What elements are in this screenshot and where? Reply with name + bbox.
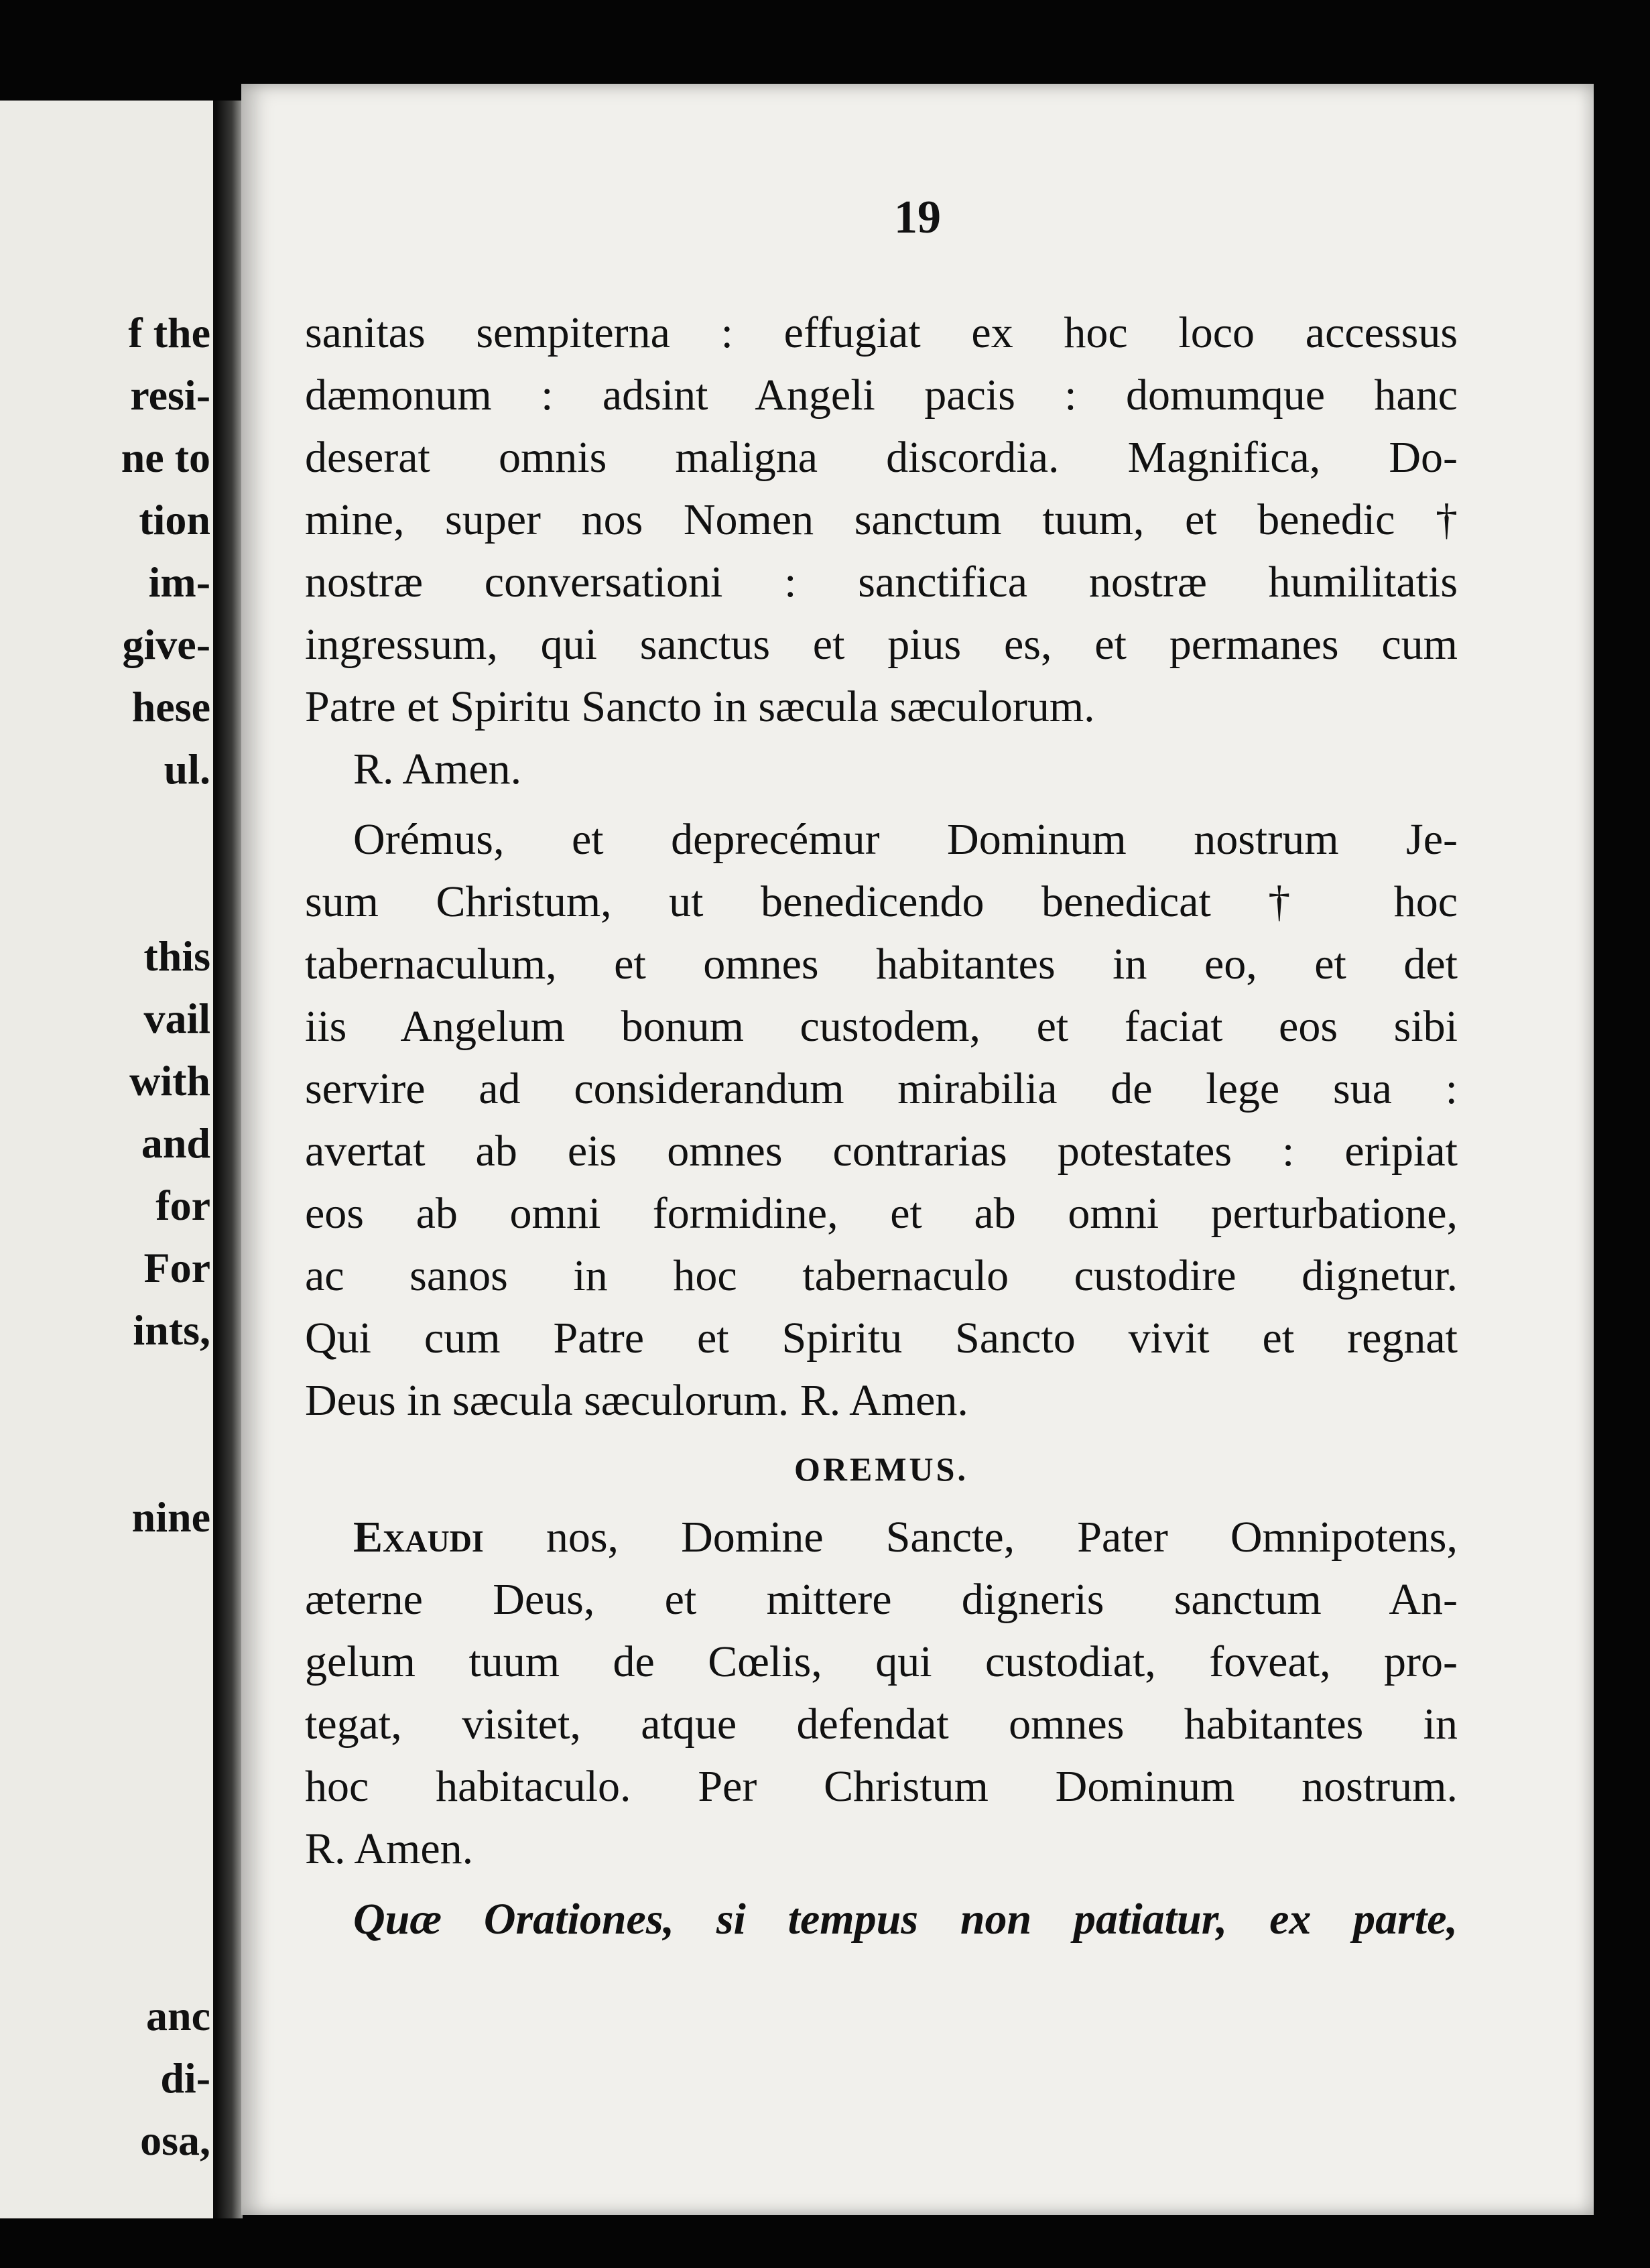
left-page-line: f the [128, 309, 210, 357]
body-text [305, 302, 1458, 1950]
left-page-line: and [141, 1119, 210, 1167]
page-number: 19 [894, 192, 941, 243]
text-line: iis Angelum bonum custodem, et faciat eos sibi [305, 1002, 1458, 1051]
left-page-line: give- [122, 621, 210, 668]
left-page-line [0, 800, 210, 863]
first-line-rest: nos, Domine Sancte, Pater Omnipotens, [483, 1513, 1458, 1562]
left-page-line: di- [160, 2054, 210, 2102]
text-line: mine, super nos Nomen sanctum tuum, et benedic † [305, 495, 1458, 544]
paragraph-1 [305, 302, 1458, 738]
left-page-line [0, 1673, 210, 1735]
left-page-line [0, 1361, 210, 1424]
text-line [305, 1506, 1458, 1568]
text-line: servire ad considerandum mirabilia de lege sua : [305, 1064, 1458, 1113]
book-gutter [216, 101, 243, 2218]
text-line: hoc habitaculo. Per Christum Dominum nostrum. [305, 1762, 1458, 1811]
right-page [241, 84, 1594, 2215]
left-page-line: im- [148, 558, 210, 606]
text-line: Orémus, et deprecémur Dominum nostrum Je- [353, 815, 1458, 864]
rubric-line: Quæ Orationes, si tempus non patiatur, ex parte, [353, 1895, 1458, 1944]
paragraph-3 [305, 1506, 1458, 1818]
left-page-line: for [155, 1182, 210, 1229]
left-page-line: nine [131, 1493, 210, 1541]
text-line: æterne Deus, et mittere digneris sanctum An- [305, 1575, 1458, 1624]
left-page-line [0, 863, 210, 925]
initial-word: Exaudi [353, 1513, 484, 1562]
text-line: gelum tuum de Cœlis, qui custodiat, foveat, pro- [305, 1637, 1458, 1686]
text-line: ingressum, qui sanctus et pius es, et permanes cum [305, 620, 1458, 669]
left-page-line [0, 1735, 210, 1798]
left-page-line: anc [146, 1992, 210, 2039]
left-page-line [0, 1424, 210, 1486]
text-line: avertat ab eis omnes contrarias potestates : eripiat [305, 1127, 1458, 1176]
left-page-line: ints, [133, 1306, 210, 1354]
left-page-line [0, 1798, 210, 1860]
text-line: tabernaculum, et omnes habitantes in eo, et det [305, 940, 1458, 989]
text-line: Patre et Spiritu Sancto in sæcula sæculorum. [305, 682, 1095, 731]
left-page-line [0, 1922, 210, 1984]
text-line: sanitas sempiterna : effugiat ex hoc loco accessus [305, 308, 1458, 357]
text-line: deserat omnis maligna discordia. Magnifica, Do- [305, 433, 1458, 482]
text-line: nostræ conversationi : sanctifica nostræ humilitatis [305, 558, 1458, 607]
left-page-edge [0, 101, 218, 2218]
left-page-line [0, 1860, 210, 1922]
left-page-line: osa, [140, 2117, 210, 2164]
left-page-line: with [129, 1057, 210, 1105]
text-line: Deus in sæcula sæculorum. R. Amen. [305, 1376, 968, 1425]
left-page-text-fragments [0, 302, 210, 2171]
section-heading-oremus: OREMUS. [794, 1450, 968, 1488]
text-line: ac sanos in hoc tabernaculo custodire dignetur. [305, 1251, 1458, 1300]
paragraph-2 [305, 808, 1458, 1432]
left-page-line: vail [143, 995, 210, 1042]
left-page-line: ne to [121, 434, 210, 481]
text-line: sum Christum, ut benedicendo benedicat † hoc [305, 877, 1458, 926]
left-page-line: For [143, 1244, 210, 1292]
response-amen-2: R. Amen. [305, 1824, 474, 1873]
left-page-line [0, 1548, 210, 1611]
left-page-line: hese [131, 683, 210, 731]
left-page-line: this [143, 932, 210, 980]
text-line: Qui cum Patre et Spiritu Sancto vivit et regnat [305, 1314, 1458, 1363]
left-page-line: ul. [164, 745, 210, 793]
response-amen-1: R. Amen. [353, 745, 522, 794]
text-line: eos ab omni formidine, et ab omni perturbatione, [305, 1189, 1458, 1238]
left-page-line: tion [139, 496, 210, 544]
text-line: dæmonum : adsint Angeli pacis : domumque hanc [305, 371, 1458, 420]
left-page-line [0, 1611, 210, 1673]
left-page-line: resi- [130, 371, 210, 419]
text-line: tegat, visitet, atque defendat omnes habitantes in [305, 1700, 1458, 1749]
